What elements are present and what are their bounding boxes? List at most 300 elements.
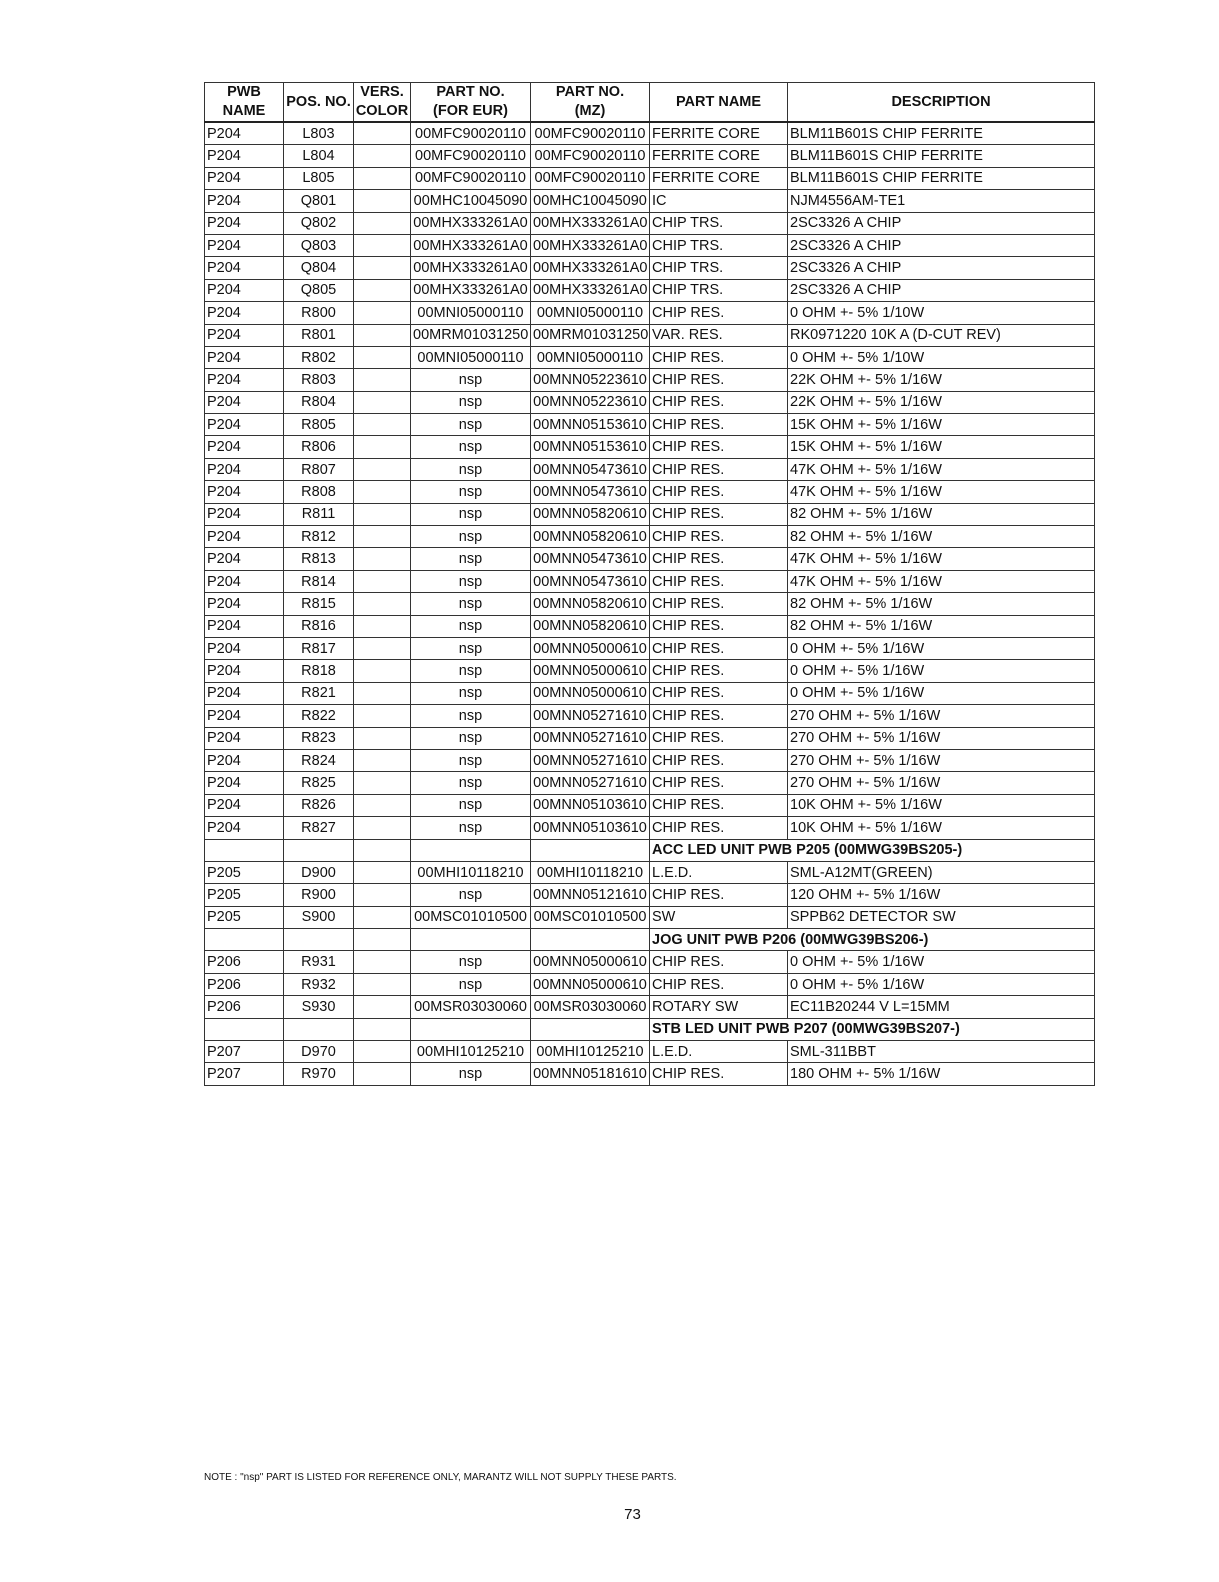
cell-description: SPPB62 DETECTOR SW bbox=[788, 906, 1095, 928]
cell-pos-no: R900 bbox=[284, 884, 354, 906]
cell-description: RK0971220 10K A (D-CUT REV) bbox=[788, 324, 1095, 346]
cell-part-no-eur: nsp bbox=[411, 727, 531, 749]
empty-cell bbox=[531, 839, 650, 861]
cell-pwb-name: P204 bbox=[205, 727, 284, 749]
cell-pwb-name: P204 bbox=[205, 190, 284, 212]
empty-cell bbox=[411, 839, 531, 861]
cell-description: 47K OHM +- 5% 1/16W bbox=[788, 458, 1095, 480]
cell-vers-color bbox=[354, 481, 411, 503]
table-row bbox=[205, 346, 1095, 368]
cell-vers-color bbox=[354, 548, 411, 570]
cell-part-no-mz: 00MNN05000610 bbox=[531, 682, 650, 704]
cell-description: 2SC3326 A CHIP bbox=[788, 234, 1095, 256]
cell-vers-color bbox=[354, 503, 411, 525]
cell-part-name: CHIP RES. bbox=[650, 346, 788, 368]
empty-cell bbox=[284, 929, 354, 951]
cell-part-no-eur: nsp bbox=[411, 414, 531, 436]
cell-part-name: CHIP RES. bbox=[650, 548, 788, 570]
table-row bbox=[205, 1041, 1095, 1063]
table-row bbox=[205, 884, 1095, 906]
cell-part-name: CHIP RES. bbox=[650, 436, 788, 458]
section-title: ACC LED UNIT PWB P205 (00MWG39BS205-) bbox=[650, 839, 1095, 861]
cell-part-name: CHIP RES. bbox=[650, 503, 788, 525]
header-pos-no: POS. NO. bbox=[284, 83, 354, 123]
table-row bbox=[205, 369, 1095, 391]
cell-description: 22K OHM +- 5% 1/16W bbox=[788, 369, 1095, 391]
table-row bbox=[205, 1063, 1095, 1085]
cell-description: 82 OHM +- 5% 1/16W bbox=[788, 526, 1095, 548]
cell-description: 0 OHM +- 5% 1/16W bbox=[788, 660, 1095, 682]
cell-pos-no: R808 bbox=[284, 481, 354, 503]
cell-pos-no: Q801 bbox=[284, 190, 354, 212]
cell-description: 15K OHM +- 5% 1/16W bbox=[788, 414, 1095, 436]
table-row bbox=[205, 302, 1095, 324]
cell-part-no-eur: nsp bbox=[411, 772, 531, 794]
cell-description: 120 OHM +- 5% 1/16W bbox=[788, 884, 1095, 906]
cell-part-no-mz: 00MSC01010500 bbox=[531, 906, 650, 928]
cell-part-name: IC bbox=[650, 190, 788, 212]
cell-part-no-eur: nsp bbox=[411, 637, 531, 659]
cell-vers-color bbox=[354, 906, 411, 928]
cell-part-no-mz: 00MNN05473610 bbox=[531, 481, 650, 503]
cell-pwb-name: P205 bbox=[205, 906, 284, 928]
table-row bbox=[205, 167, 1095, 189]
cell-part-name: CHIP RES. bbox=[650, 637, 788, 659]
header-pwb-name: PWB NAME bbox=[205, 83, 284, 123]
cell-part-name: SW bbox=[650, 906, 788, 928]
table-row bbox=[205, 570, 1095, 592]
cell-pwb-name: P204 bbox=[205, 436, 284, 458]
cell-pos-no: R823 bbox=[284, 727, 354, 749]
section-title: STB LED UNIT PWB P207 (00MWG39BS207-) bbox=[650, 1018, 1095, 1040]
table-row bbox=[205, 817, 1095, 839]
cell-pwb-name: P204 bbox=[205, 548, 284, 570]
cell-part-name: CHIP TRS. bbox=[650, 212, 788, 234]
cell-part-no-mz: 00MNN05271610 bbox=[531, 705, 650, 727]
cell-part-no-eur: 00MFC90020110 bbox=[411, 167, 531, 189]
cell-part-no-eur: nsp bbox=[411, 458, 531, 480]
cell-part-no-eur: nsp bbox=[411, 705, 531, 727]
cell-pwb-name: P204 bbox=[205, 414, 284, 436]
table-row bbox=[205, 324, 1095, 346]
cell-pos-no: R970 bbox=[284, 1063, 354, 1085]
cell-pwb-name: P204 bbox=[205, 682, 284, 704]
cell-part-name: CHIP RES. bbox=[650, 705, 788, 727]
cell-pos-no: R804 bbox=[284, 391, 354, 413]
cell-vers-color bbox=[354, 369, 411, 391]
cell-pwb-name: P204 bbox=[205, 145, 284, 167]
cell-part-no-mz: 00MNN05181610 bbox=[531, 1063, 650, 1085]
cell-part-name: L.E.D. bbox=[650, 1041, 788, 1063]
cell-part-no-eur: nsp bbox=[411, 749, 531, 771]
cell-part-name: CHIP RES. bbox=[650, 369, 788, 391]
table-row bbox=[205, 391, 1095, 413]
table-row bbox=[205, 279, 1095, 301]
cell-pwb-name: P207 bbox=[205, 1063, 284, 1085]
table-row bbox=[205, 973, 1095, 995]
empty-cell bbox=[531, 1018, 650, 1040]
section-row bbox=[205, 929, 1095, 951]
section-row bbox=[205, 839, 1095, 861]
table-row bbox=[205, 593, 1095, 615]
cell-vers-color bbox=[354, 884, 411, 906]
cell-part-no-eur: 00MRM01031250 bbox=[411, 324, 531, 346]
cell-pwb-name: P204 bbox=[205, 794, 284, 816]
cell-pwb-name: P204 bbox=[205, 593, 284, 615]
cell-pwb-name: P204 bbox=[205, 346, 284, 368]
cell-part-name: L.E.D. bbox=[650, 861, 788, 883]
cell-description: 47K OHM +- 5% 1/16W bbox=[788, 481, 1095, 503]
cell-description: EC11B20244 V L=15MM bbox=[788, 996, 1095, 1018]
cell-pos-no: R818 bbox=[284, 660, 354, 682]
cell-pwb-name: P204 bbox=[205, 660, 284, 682]
cell-vers-color bbox=[354, 212, 411, 234]
table-row bbox=[205, 682, 1095, 704]
cell-description: 82 OHM +- 5% 1/16W bbox=[788, 503, 1095, 525]
cell-pwb-name: P204 bbox=[205, 503, 284, 525]
table-row bbox=[205, 458, 1095, 480]
cell-pos-no: Q805 bbox=[284, 279, 354, 301]
cell-pos-no: S900 bbox=[284, 906, 354, 928]
table-row bbox=[205, 861, 1095, 883]
cell-part-no-eur: 00MHI10118210 bbox=[411, 861, 531, 883]
cell-part-name: CHIP TRS. bbox=[650, 279, 788, 301]
cell-part-name: CHIP RES. bbox=[650, 682, 788, 704]
cell-pos-no: L803 bbox=[284, 122, 354, 145]
cell-pwb-name: P204 bbox=[205, 391, 284, 413]
cell-vers-color bbox=[354, 257, 411, 279]
cell-pwb-name: P204 bbox=[205, 458, 284, 480]
cell-vers-color bbox=[354, 794, 411, 816]
cell-part-no-mz: 00MNN05223610 bbox=[531, 369, 650, 391]
cell-vers-color bbox=[354, 637, 411, 659]
cell-description: SML-A12MT(GREEN) bbox=[788, 861, 1095, 883]
table-row bbox=[205, 749, 1095, 771]
table-row bbox=[205, 772, 1095, 794]
table-row bbox=[205, 436, 1095, 458]
empty-cell bbox=[205, 929, 284, 951]
cell-part-no-eur: 00MHX333261A0 bbox=[411, 257, 531, 279]
cell-vers-color bbox=[354, 458, 411, 480]
empty-cell bbox=[354, 1018, 411, 1040]
cell-part-no-mz: 00MHX333261A0 bbox=[531, 279, 650, 301]
cell-part-no-eur: 00MFC90020110 bbox=[411, 145, 531, 167]
cell-part-no-mz: 00MNN05000610 bbox=[531, 660, 650, 682]
table-row bbox=[205, 906, 1095, 928]
cell-part-no-mz: 00MNN05000610 bbox=[531, 951, 650, 973]
empty-cell bbox=[205, 1018, 284, 1040]
cell-part-no-mz: 00MFC90020110 bbox=[531, 122, 650, 145]
cell-vers-color bbox=[354, 526, 411, 548]
cell-part-name: CHIP RES. bbox=[650, 302, 788, 324]
cell-pwb-name: P204 bbox=[205, 570, 284, 592]
cell-part-no-mz: 00MNN05103610 bbox=[531, 817, 650, 839]
cell-pos-no: Q802 bbox=[284, 212, 354, 234]
parts-list-table bbox=[204, 82, 1095, 1086]
cell-pos-no: R806 bbox=[284, 436, 354, 458]
cell-description: 2SC3326 A CHIP bbox=[788, 279, 1095, 301]
cell-pwb-name: P204 bbox=[205, 749, 284, 771]
table-row bbox=[205, 122, 1095, 145]
cell-vers-color bbox=[354, 279, 411, 301]
cell-pwb-name: P204 bbox=[205, 817, 284, 839]
cell-pos-no: R825 bbox=[284, 772, 354, 794]
cell-part-no-eur: nsp bbox=[411, 436, 531, 458]
table-row bbox=[205, 548, 1095, 570]
cell-part-name: CHIP RES. bbox=[650, 772, 788, 794]
cell-pos-no: R824 bbox=[284, 749, 354, 771]
header-part-no-eur: PART NO. (FOR EUR) bbox=[411, 83, 531, 123]
cell-part-name: CHIP RES. bbox=[650, 526, 788, 548]
cell-pwb-name: P204 bbox=[205, 167, 284, 189]
cell-vers-color bbox=[354, 772, 411, 794]
cell-part-no-eur: nsp bbox=[411, 794, 531, 816]
cell-pwb-name: P204 bbox=[205, 122, 284, 145]
cell-vers-color bbox=[354, 727, 411, 749]
cell-part-name: ROTARY SW bbox=[650, 996, 788, 1018]
cell-vers-color bbox=[354, 570, 411, 592]
cell-part-no-eur: 00MFC90020110 bbox=[411, 122, 531, 145]
cell-description: BLM11B601S CHIP FERRITE bbox=[788, 145, 1095, 167]
cell-part-name: CHIP RES. bbox=[650, 391, 788, 413]
cell-part-no-mz: 00MNN05271610 bbox=[531, 772, 650, 794]
cell-part-no-eur: nsp bbox=[411, 391, 531, 413]
cell-pwb-name: P204 bbox=[205, 481, 284, 503]
cell-part-no-mz: 00MNN05473610 bbox=[531, 458, 650, 480]
cell-part-no-eur: 00MSR03030060 bbox=[411, 996, 531, 1018]
cell-part-no-eur: 00MHX333261A0 bbox=[411, 212, 531, 234]
empty-cell bbox=[531, 929, 650, 951]
cell-part-no-eur: nsp bbox=[411, 481, 531, 503]
cell-part-name: CHIP RES. bbox=[650, 1063, 788, 1085]
table-row bbox=[205, 727, 1095, 749]
cell-pos-no: R813 bbox=[284, 548, 354, 570]
cell-description: 2SC3326 A CHIP bbox=[788, 212, 1095, 234]
table-row bbox=[205, 526, 1095, 548]
table-row bbox=[205, 794, 1095, 816]
cell-pos-no: R807 bbox=[284, 458, 354, 480]
cell-part-no-mz: 00MHX333261A0 bbox=[531, 212, 650, 234]
cell-part-no-eur: nsp bbox=[411, 951, 531, 973]
cell-pos-no: D900 bbox=[284, 861, 354, 883]
cell-pos-no: R932 bbox=[284, 973, 354, 995]
cell-part-no-eur: nsp bbox=[411, 593, 531, 615]
section-title: JOG UNIT PWB P206 (00MWG39BS206-) bbox=[650, 929, 1095, 951]
cell-part-name: CHIP TRS. bbox=[650, 257, 788, 279]
cell-vers-color bbox=[354, 705, 411, 727]
cell-part-no-mz: 00MFC90020110 bbox=[531, 145, 650, 167]
cell-part-no-mz: 00MNN05103610 bbox=[531, 794, 650, 816]
page-number: 73 bbox=[624, 1506, 641, 1523]
cell-description: BLM11B601S CHIP FERRITE bbox=[788, 122, 1095, 145]
cell-part-no-mz: 00MNN05153610 bbox=[531, 414, 650, 436]
cell-part-no-eur: nsp bbox=[411, 369, 531, 391]
cell-vers-color bbox=[354, 593, 411, 615]
cell-description: 0 OHM +- 5% 1/16W bbox=[788, 682, 1095, 704]
cell-pwb-name: P204 bbox=[205, 212, 284, 234]
cell-description: BLM11B601S CHIP FERRITE bbox=[788, 167, 1095, 189]
cell-part-name: CHIP RES. bbox=[650, 481, 788, 503]
header-vers-color: VERS. COLOR bbox=[354, 83, 411, 123]
cell-part-no-eur: 00MNI05000110 bbox=[411, 346, 531, 368]
empty-cell bbox=[411, 1018, 531, 1040]
cell-vers-color bbox=[354, 324, 411, 346]
cell-description: 10K OHM +- 5% 1/16W bbox=[788, 794, 1095, 816]
cell-part-no-mz: 00MFC90020110 bbox=[531, 167, 650, 189]
footnote: NOTE : "nsp" PART IS LISTED FOR REFERENCE ONLY, MARANTZ WILL NOT SUPPLY THESE PARTS. bbox=[204, 1472, 677, 1483]
cell-pos-no: R822 bbox=[284, 705, 354, 727]
table-row bbox=[205, 996, 1095, 1018]
table-row bbox=[205, 212, 1095, 234]
cell-part-no-eur: nsp bbox=[411, 817, 531, 839]
cell-vers-color bbox=[354, 167, 411, 189]
cell-vers-color bbox=[354, 749, 411, 771]
cell-description: 0 OHM +- 5% 1/16W bbox=[788, 951, 1095, 973]
cell-part-name: FERRITE CORE bbox=[650, 167, 788, 189]
cell-pos-no: Q804 bbox=[284, 257, 354, 279]
cell-part-no-mz: 00MNN05000610 bbox=[531, 637, 650, 659]
table-row bbox=[205, 190, 1095, 212]
cell-description: 15K OHM +- 5% 1/16W bbox=[788, 436, 1095, 458]
cell-part-name: CHIP RES. bbox=[650, 593, 788, 615]
cell-pwb-name: P204 bbox=[205, 324, 284, 346]
cell-description: 0 OHM +- 5% 1/16W bbox=[788, 973, 1095, 995]
cell-vers-color bbox=[354, 190, 411, 212]
cell-pwb-name: P204 bbox=[205, 234, 284, 256]
empty-cell bbox=[354, 839, 411, 861]
cell-part-no-eur: 00MSC01010500 bbox=[411, 906, 531, 928]
cell-pwb-name: P204 bbox=[205, 369, 284, 391]
cell-part-no-eur: 00MNI05000110 bbox=[411, 302, 531, 324]
empty-cell bbox=[284, 1018, 354, 1040]
cell-description: 0 OHM +- 5% 1/10W bbox=[788, 346, 1095, 368]
empty-cell bbox=[284, 839, 354, 861]
empty-cell bbox=[411, 929, 531, 951]
table-row bbox=[205, 145, 1095, 167]
cell-pos-no: R814 bbox=[284, 570, 354, 592]
cell-pwb-name: P204 bbox=[205, 705, 284, 727]
cell-pwb-name: P204 bbox=[205, 257, 284, 279]
cell-part-name: FERRITE CORE bbox=[650, 145, 788, 167]
cell-part-name: CHIP RES. bbox=[650, 458, 788, 480]
cell-pos-no: Q803 bbox=[284, 234, 354, 256]
cell-part-name: CHIP RES. bbox=[650, 794, 788, 816]
cell-description: 10K OHM +- 5% 1/16W bbox=[788, 817, 1095, 839]
table-row bbox=[205, 615, 1095, 637]
cell-vers-color bbox=[354, 1063, 411, 1085]
cell-part-no-mz: 00MSR03030060 bbox=[531, 996, 650, 1018]
cell-part-no-mz: 00MNN05271610 bbox=[531, 749, 650, 771]
cell-part-no-eur: nsp bbox=[411, 884, 531, 906]
cell-part-no-eur: nsp bbox=[411, 526, 531, 548]
cell-vers-color bbox=[354, 996, 411, 1018]
cell-pos-no: R812 bbox=[284, 526, 354, 548]
cell-description: 47K OHM +- 5% 1/16W bbox=[788, 548, 1095, 570]
cell-part-no-mz: 00MNN05820610 bbox=[531, 526, 650, 548]
cell-part-no-mz: 00MNN05223610 bbox=[531, 391, 650, 413]
cell-description: 270 OHM +- 5% 1/16W bbox=[788, 749, 1095, 771]
cell-part-no-eur: 00MHI10125210 bbox=[411, 1041, 531, 1063]
cell-pwb-name: P206 bbox=[205, 973, 284, 995]
cell-pos-no: R931 bbox=[284, 951, 354, 973]
header-part-no-mz: PART NO. (MZ) bbox=[531, 83, 650, 123]
cell-description: 0 OHM +- 5% 1/10W bbox=[788, 302, 1095, 324]
cell-part-name: CHIP RES. bbox=[650, 660, 788, 682]
table-row bbox=[205, 705, 1095, 727]
cell-pos-no: R821 bbox=[284, 682, 354, 704]
cell-vers-color bbox=[354, 951, 411, 973]
cell-part-name: CHIP TRS. bbox=[650, 234, 788, 256]
cell-part-no-mz: 00MNN05153610 bbox=[531, 436, 650, 458]
table-row bbox=[205, 257, 1095, 279]
cell-vers-color bbox=[354, 346, 411, 368]
cell-pos-no: R802 bbox=[284, 346, 354, 368]
table-row bbox=[205, 481, 1095, 503]
cell-pos-no: D970 bbox=[284, 1041, 354, 1063]
cell-pos-no: R801 bbox=[284, 324, 354, 346]
cell-vers-color bbox=[354, 122, 411, 145]
cell-pwb-name: P204 bbox=[205, 279, 284, 301]
header-part-name: PART NAME bbox=[650, 83, 788, 123]
cell-pwb-name: P204 bbox=[205, 615, 284, 637]
cell-part-no-mz: 00MHI10118210 bbox=[531, 861, 650, 883]
empty-cell bbox=[354, 929, 411, 951]
cell-pos-no: S930 bbox=[284, 996, 354, 1018]
cell-part-no-mz: 00MNN05820610 bbox=[531, 503, 650, 525]
cell-part-no-eur: nsp bbox=[411, 973, 531, 995]
cell-vers-color bbox=[354, 660, 411, 682]
cell-pwb-name: P207 bbox=[205, 1041, 284, 1063]
cell-pwb-name: P204 bbox=[205, 302, 284, 324]
cell-pos-no: R811 bbox=[284, 503, 354, 525]
cell-pwb-name: P205 bbox=[205, 861, 284, 883]
cell-vers-color bbox=[354, 1041, 411, 1063]
cell-part-no-mz: 00MHX333261A0 bbox=[531, 257, 650, 279]
cell-part-no-mz: 00MNI05000110 bbox=[531, 346, 650, 368]
cell-vers-color bbox=[354, 817, 411, 839]
cell-part-no-eur: nsp bbox=[411, 615, 531, 637]
cell-part-no-eur: nsp bbox=[411, 682, 531, 704]
cell-description: 2SC3326 A CHIP bbox=[788, 257, 1095, 279]
table-body bbox=[205, 122, 1095, 1085]
cell-part-name: CHIP RES. bbox=[650, 951, 788, 973]
cell-part-no-eur: nsp bbox=[411, 548, 531, 570]
cell-part-name: CHIP RES. bbox=[650, 749, 788, 771]
table-row bbox=[205, 637, 1095, 659]
cell-part-name: VAR. RES. bbox=[650, 324, 788, 346]
cell-pos-no: R817 bbox=[284, 637, 354, 659]
cell-vers-color bbox=[354, 391, 411, 413]
cell-vers-color bbox=[354, 615, 411, 637]
header-description: DESCRIPTION bbox=[788, 83, 1095, 123]
cell-part-no-eur: 00MHC10045090 bbox=[411, 190, 531, 212]
cell-part-no-eur: nsp bbox=[411, 503, 531, 525]
empty-cell bbox=[205, 839, 284, 861]
cell-vers-color bbox=[354, 861, 411, 883]
cell-part-no-eur: nsp bbox=[411, 660, 531, 682]
cell-pwb-name: P205 bbox=[205, 884, 284, 906]
cell-pos-no: L805 bbox=[284, 167, 354, 189]
cell-part-no-mz: 00MNN05820610 bbox=[531, 593, 650, 615]
cell-part-name: CHIP RES. bbox=[650, 973, 788, 995]
cell-description: 0 OHM +- 5% 1/16W bbox=[788, 637, 1095, 659]
cell-vers-color bbox=[354, 973, 411, 995]
section-row bbox=[205, 1018, 1095, 1040]
cell-vers-color bbox=[354, 302, 411, 324]
cell-description: 22K OHM +- 5% 1/16W bbox=[788, 391, 1095, 413]
cell-part-name: FERRITE CORE bbox=[650, 122, 788, 145]
cell-description: 82 OHM +- 5% 1/16W bbox=[788, 615, 1095, 637]
